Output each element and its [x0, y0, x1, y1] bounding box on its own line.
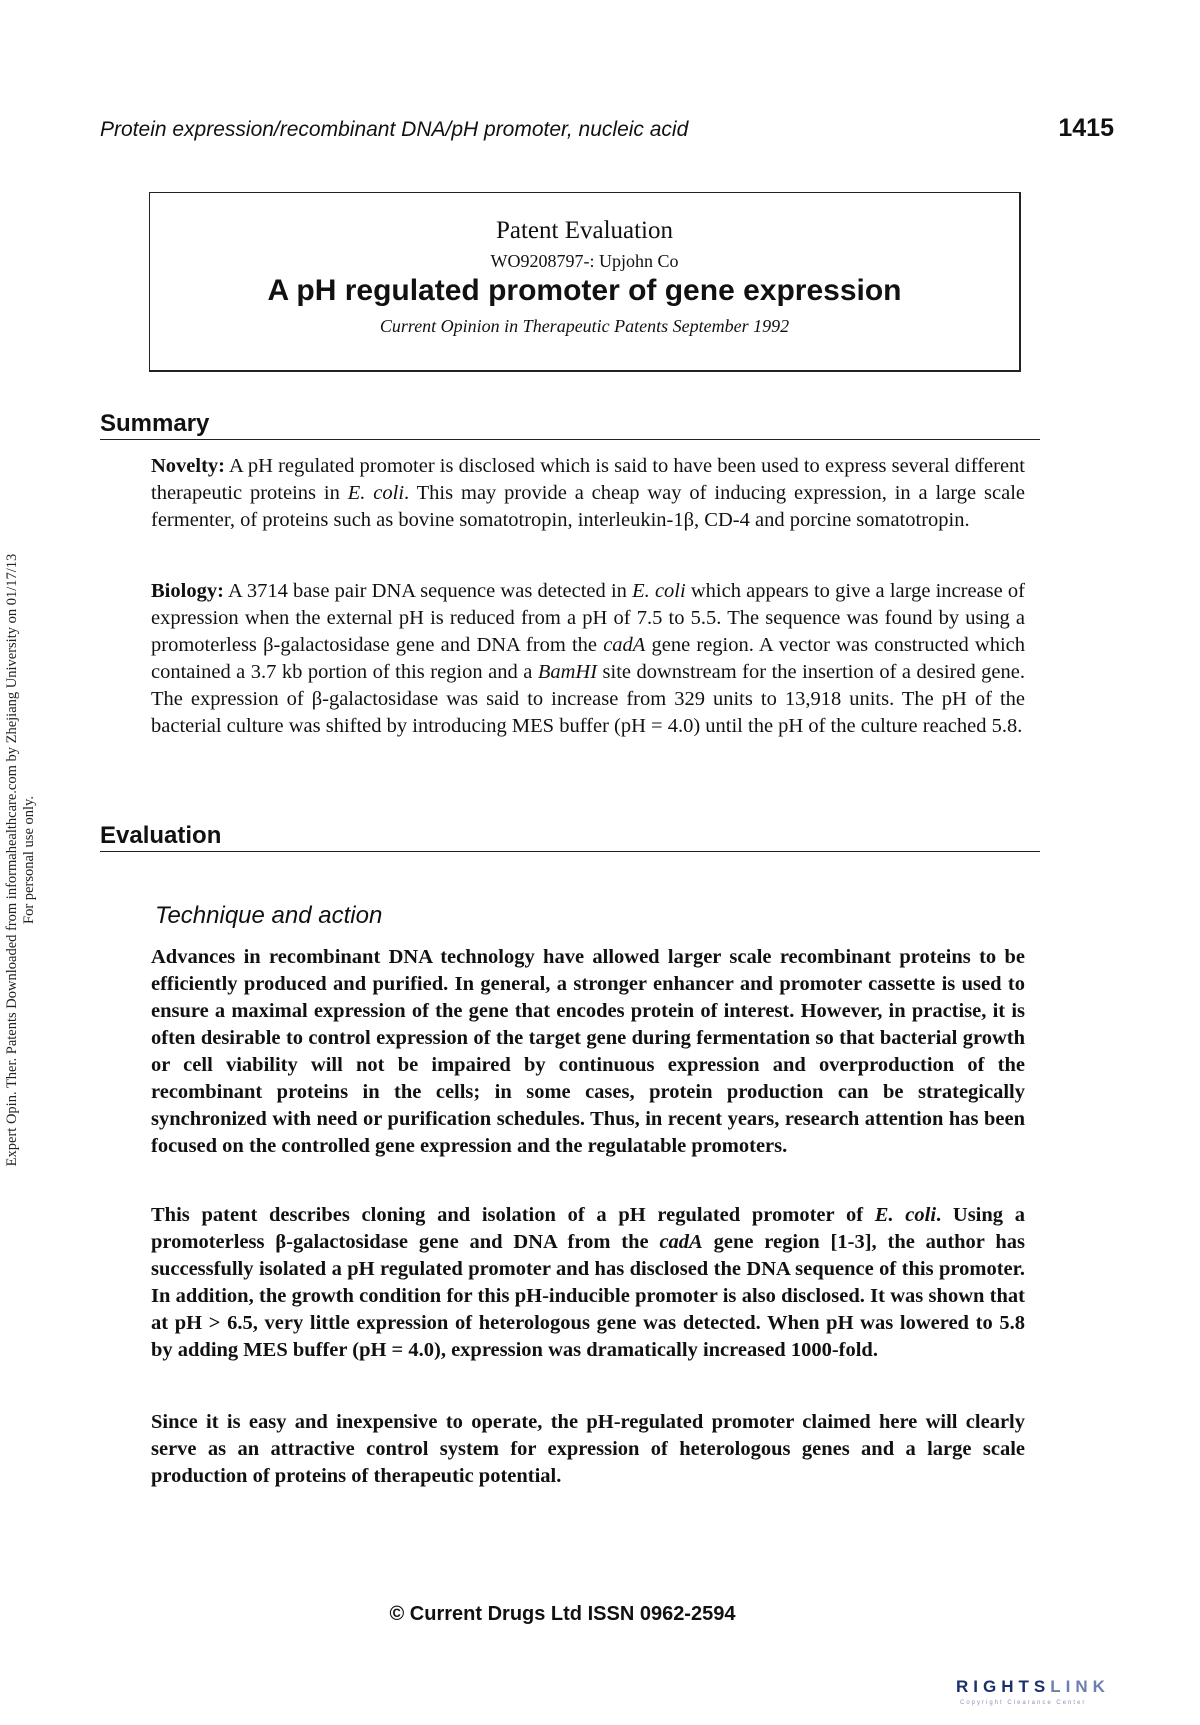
side-note-line-1: Expert Opin. Ther. Patents Downloaded from informahealthcare.com by Zhejiang University on 01/17/13 [4, 553, 20, 1167]
novelty-label: Novelty: [151, 455, 226, 477]
evaluation-paragraph-3: Since it is easy and inexpensive to operate, the pH-regulated promoter claimed here will clearly serve as an attractive control system for expression of heterologous genes and a large scale production of proteins of therapeutic potential. [151, 1411, 1025, 1487]
biology-text-cont-2: gene region. A vector was constructed which contained a 3.7 kb portion of this region and a [151, 634, 1026, 683]
para2-text-cont-2: gene region [1-3], the author has successfully isolated a pH regulated promoter and has disclosed the DNA sequence of this promoter. In addition, the growth condition for this pH-inducible promoter is also disclosed. It was shown that at pH > 6.5, very little expression of heterologous gene was detected. When pH was lowered to 5.8 by adding MES buffer (pH = 4.0), expression was dramatically increased 1000-fold. [151, 1231, 1026, 1361]
novelty-text: A pH regulated promoter is disclosed which is said to have been used to express several different therapeutic proteins in [151, 455, 1025, 504]
biology-text: A 3714 base pair DNA sequence was detected in [227, 580, 627, 602]
para2-text: This patent describes cloning and isolation of a pH regulated promoter of [151, 1204, 864, 1226]
para2-text-cont: . Using a promoterless β-galactosidase gene and DNA from the [151, 1204, 1025, 1253]
biology-paragraph [151, 578, 1025, 740]
patent-number: WO9208797-: Upjohn Co [490, 251, 679, 271]
para2-ecoli: E. coli [874, 1204, 937, 1226]
technique-subheading: Technique and action [155, 902, 383, 929]
rightslink-link: LINK [1050, 1677, 1110, 1696]
evaluation-paragraph-1: Advances in recombinant DNA technology have allowed larger scale recombinant proteins to be efficiently produced and purified. In general, a stronger enhancer and promoter cassette is used to ensure a maximal expression of the gene that encodes protein of interest. However, in practise, it is often desirable to control expression of the target gene during fermentation so that bacterial growth or cell viability will not be impaired by continuous expression and overproduction of the recombinant proteins in the cells; in some cases, protein production can be strategically synchronized with need or purification schedules. Thus, in recent years, research attention has been focused on the controlled gene expression and the regulatable promoters. [151, 946, 1025, 1157]
title-box [149, 192, 1021, 372]
biology-label: Biology: [151, 580, 224, 602]
biology-cada: cadA [603, 634, 646, 656]
patent-evaluation-label: Patent Evaluation [495, 217, 674, 244]
biology-text-cont: which appears to give a large increase of expression when the external pH is reduced from a pH of 7.5 to 5.5. The sequence was found by using a promoterless β-galactosidase gene and DNA from the [151, 580, 1026, 656]
biology-bamhi: BamHI [537, 661, 598, 683]
biology-text-cont-3: site downstream for the insertion of a desired gene. The expression of β-galactosidase was said to increase from 329 units to 13,918 units. The pH of the bacterial culture was shifted by introducing MES buffer (pH = 4.0) until the pH of the culture reached 5.8. [151, 661, 1026, 737]
biology-ecoli: E. coli [632, 580, 686, 602]
summary-heading: Summary [100, 410, 1040, 440]
evaluation-heading: Evaluation [100, 822, 1040, 852]
novelty-text-cont: . This may provide a cheap way of inducing expression, in a large scale fermenter, of proteins such as bovine somatotropin, interleukin-1β, CD-4 and porcine somatotropin. [151, 482, 1025, 531]
download-side-note [4, 490, 38, 1230]
copyright-footer: © Current Drugs Ltd ISSN 0962-2594 [389, 1603, 736, 1625]
novelty-paragraph [151, 453, 1025, 534]
page-number: 1415 [1058, 114, 1114, 142]
rightslink-rights: RIGHTS [956, 1677, 1051, 1696]
article-title: A pH regulated promoter of gene expression [267, 274, 902, 307]
rightslink-logo[interactable] [956, 1677, 1110, 1697]
para2-cada: cadA [659, 1231, 703, 1253]
journal-source: Current Opinion in Therapeutic Patents September 1992 [379, 316, 790, 336]
rightslink-subtitle: Copyright Clearance Center [960, 1700, 1087, 1706]
novelty-ecoli: E. coli [347, 482, 405, 504]
running-title: Protein expression/recombinant DNA/pH promoter, nucleic acid [100, 118, 689, 141]
side-note-line-2: For personal use only. [21, 796, 37, 924]
evaluation-paragraph-2 [151, 1202, 1025, 1364]
